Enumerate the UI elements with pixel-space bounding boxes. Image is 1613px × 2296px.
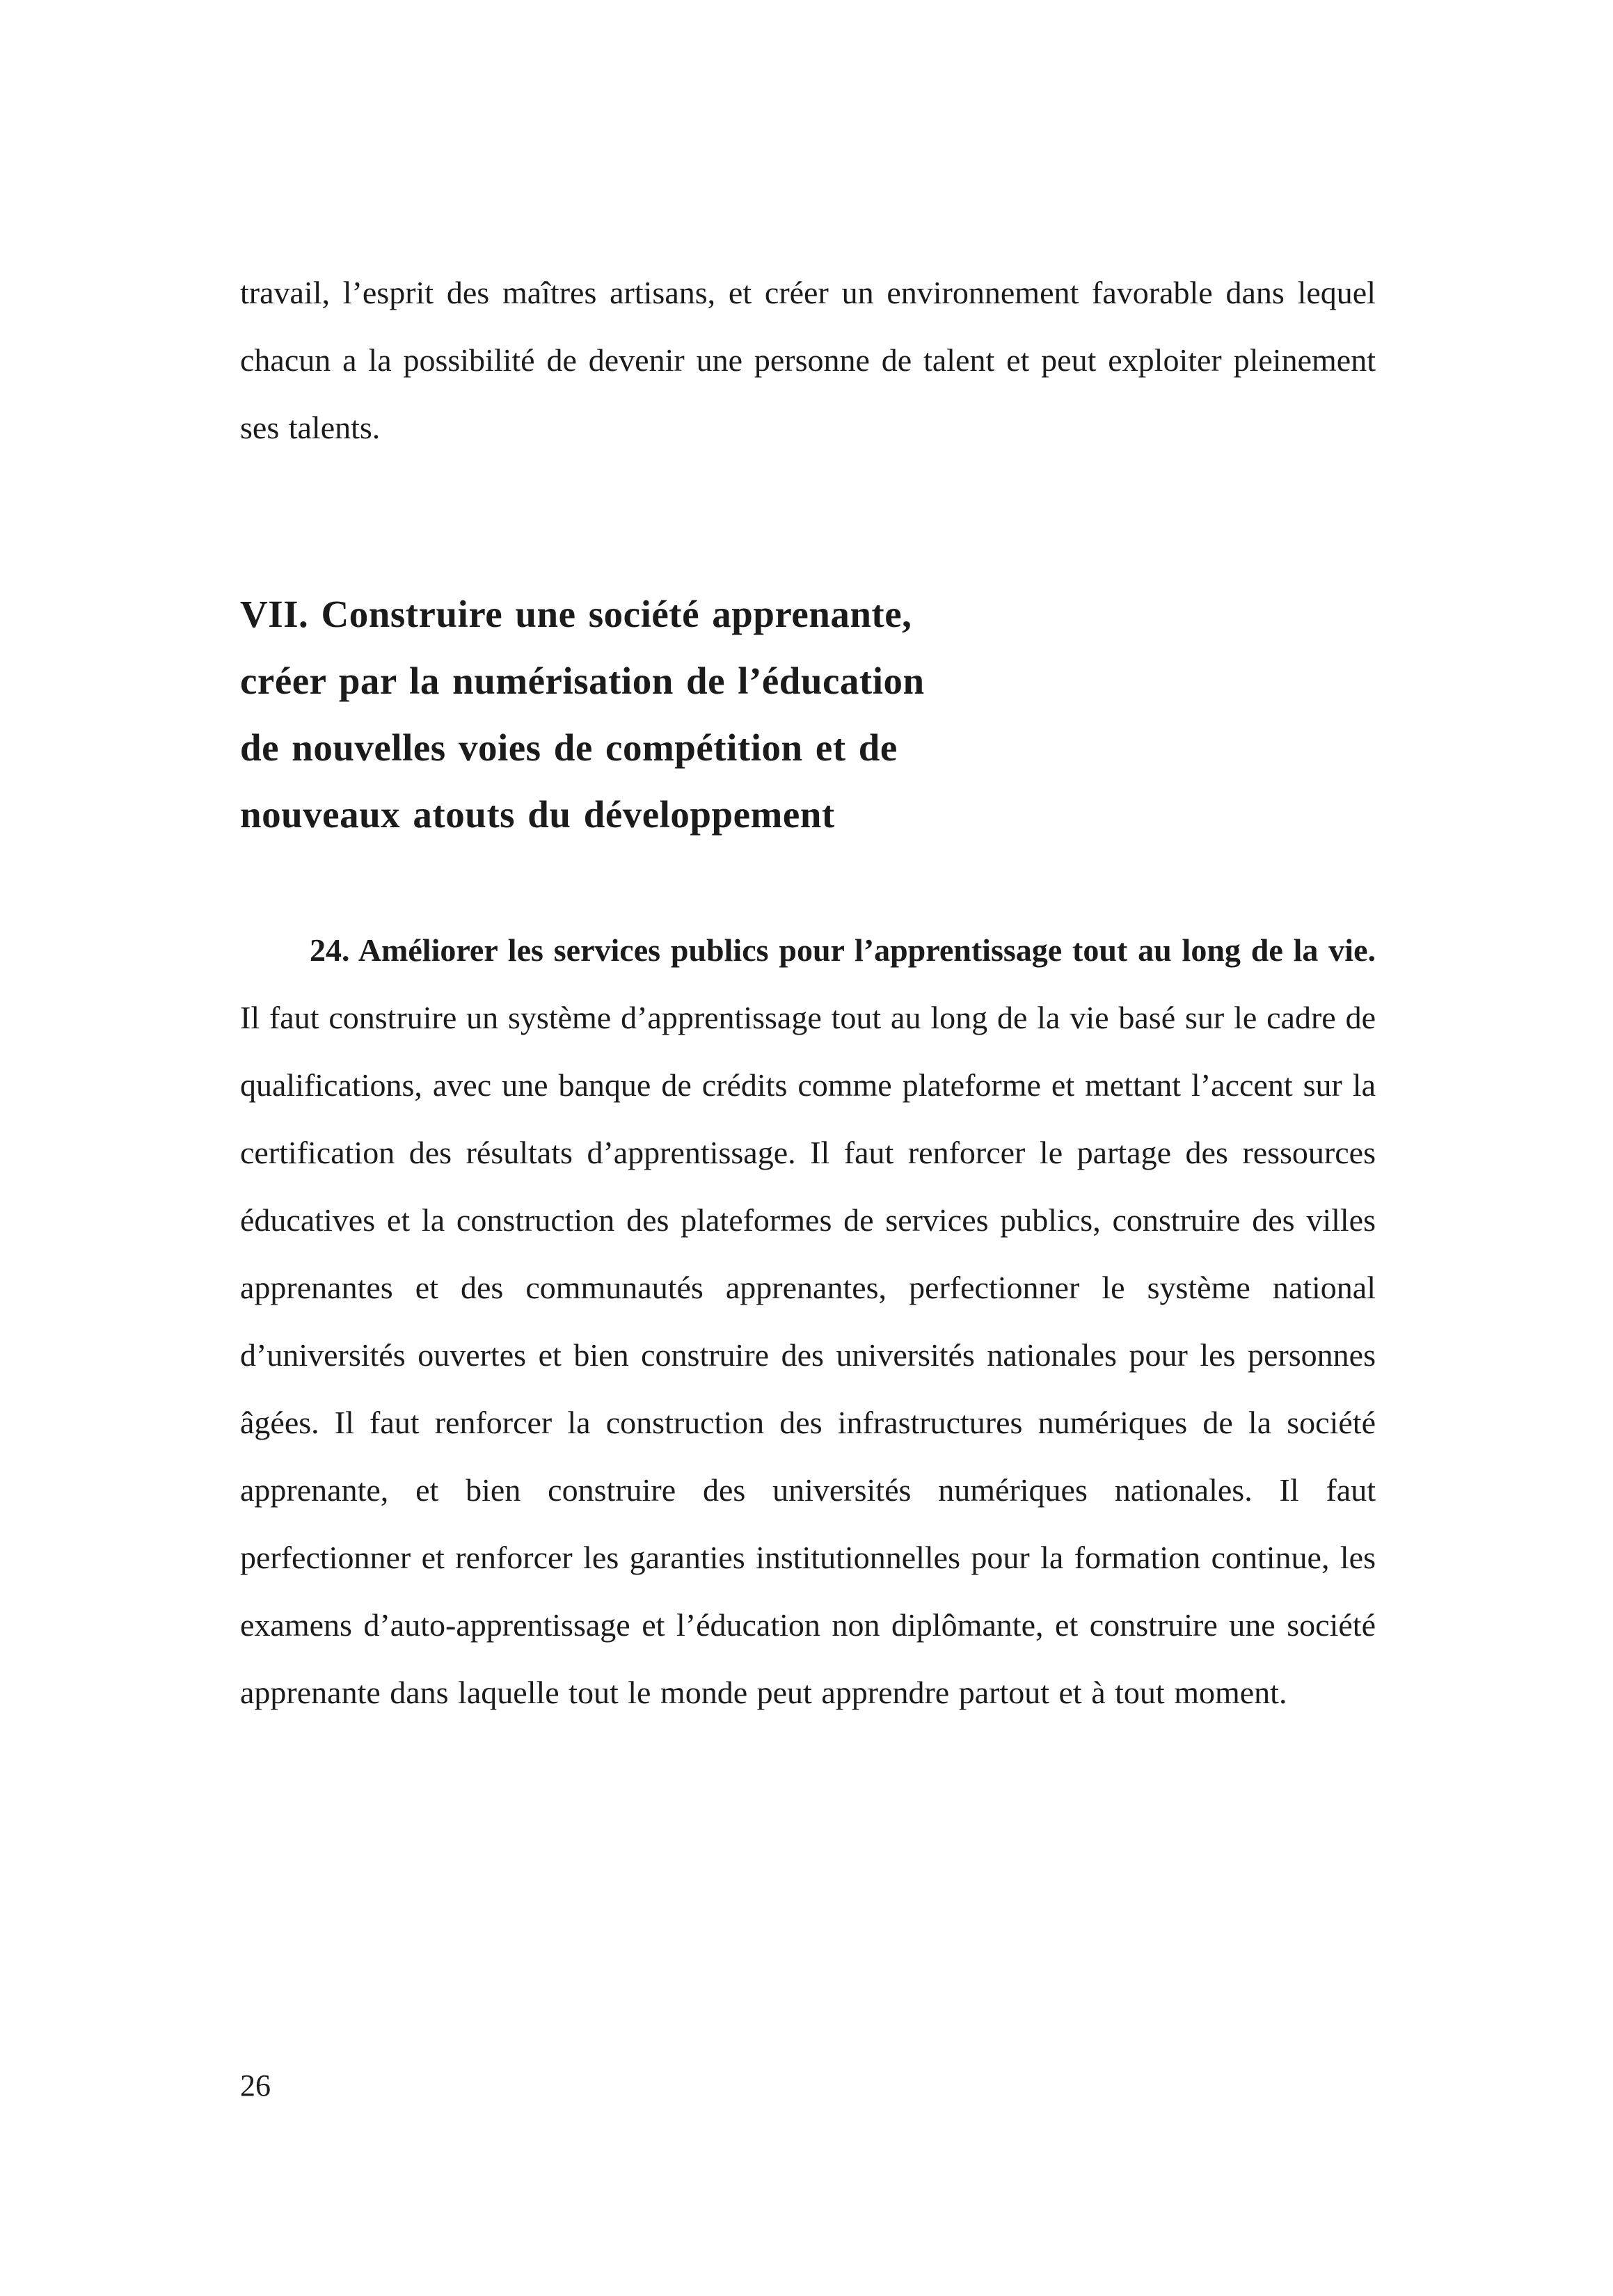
page-content xyxy=(240,259,1376,1726)
section-heading xyxy=(240,581,1376,848)
intro-paragraph: travail, l’esprit des maîtres artisans, et créer un environnement favorable dans lequel chacun a la possibilité de devenir une personne de talent et peut exploiter pleinement ses talents. xyxy=(240,275,1376,445)
page-number: 26 xyxy=(240,2068,271,2103)
section-heading-line: créer par la numérisation de l’éducation xyxy=(240,660,925,702)
section-heading-line: de nouvelles voies de compétition et de xyxy=(240,726,898,769)
paragraph-24-body: Il faut construire un système d’apprentissage tout au long de la vie basé sur le cadre de qualifications, avec une banque de crédits comme plateforme et mettant l’accent sur la certification des résultats d’apprentissage. Il faut renforcer le partage des ressources éducatives et la construction des plateformes de services publics, construire des villes apprenantes et des communautés apprenantes, perfectionner le système national d’universités ouvertes et bien construire des universités nationales pour les personnes âgées. Il faut renforcer la construction des infrastructures numériques de la société apprenante, et bien construire des universités numériques nationales. Il faut perfectionner et renforcer les garanties institutionnelles pour la formation continue, les examens d’auto-apprentissage et l’éducation non diplômante, et construire une société apprenante dans laquelle tout le monde peut apprendre partout et à tout moment. xyxy=(240,1000,1376,1710)
section-heading-line: VII. Construire une société apprenante, xyxy=(240,593,912,635)
section-heading-line: nouveaux atouts du développement xyxy=(240,793,835,836)
paragraph-24 xyxy=(240,916,1376,1726)
paragraph-24-lead: 24. Améliorer les services publics pour l’apprentissage tout au long de la vie. xyxy=(310,932,1376,968)
